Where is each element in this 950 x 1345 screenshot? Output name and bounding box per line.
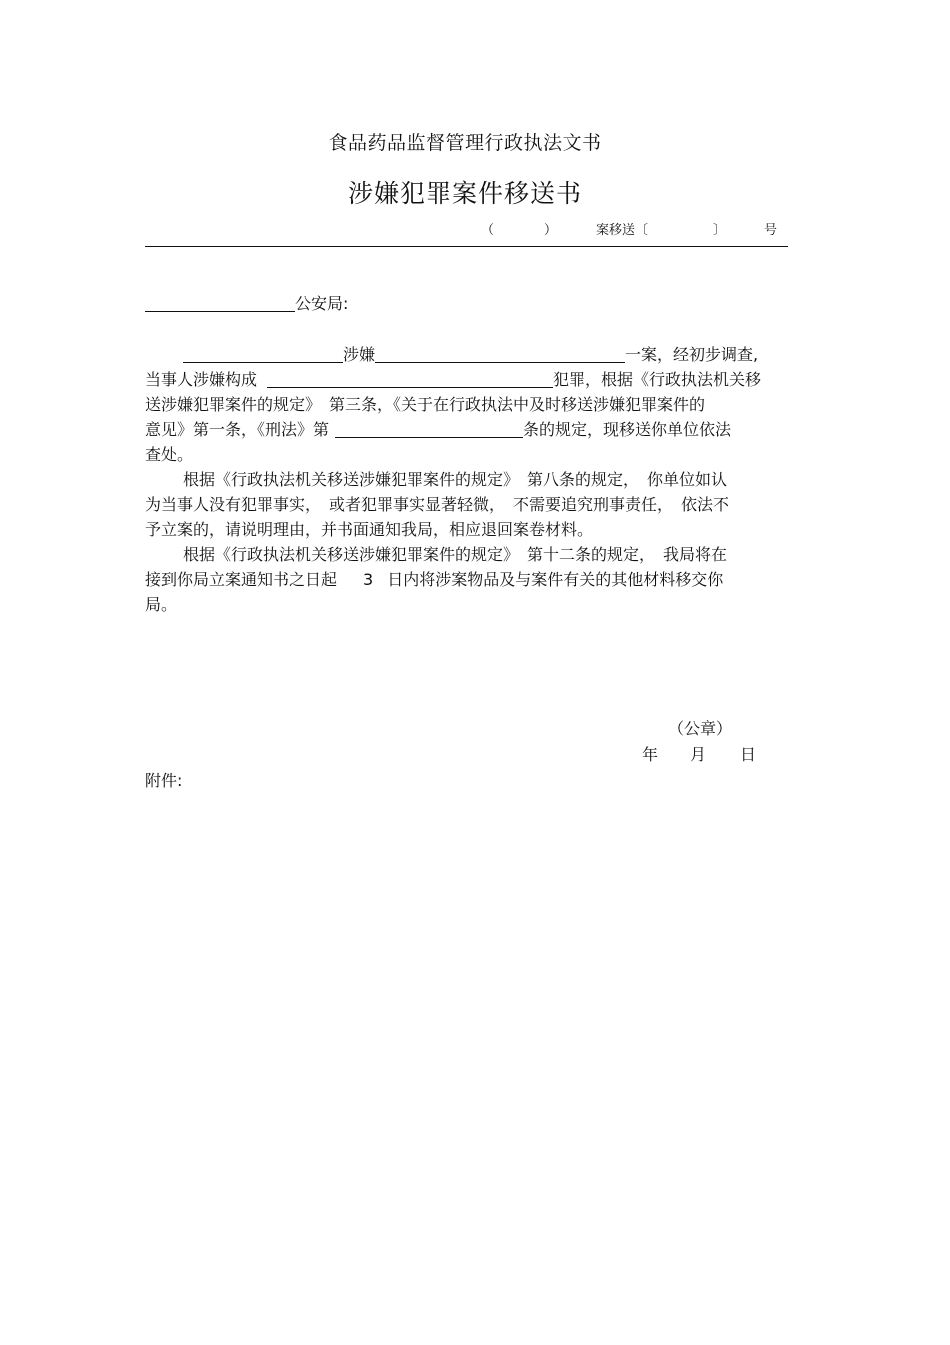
crime-blank[interactable] <box>267 370 553 388</box>
para2-line3: 予立案的，请说明理由，并书面通知我局，相应退回案卷材料。 <box>145 520 594 539</box>
crime-suffix: 犯罪，根据《行政执法机关移 <box>553 370 762 389</box>
docno-paren-open: （ <box>481 223 495 238</box>
law-article-blank[interactable] <box>335 420 523 438</box>
para2-line2: 为当事人没有犯罪事实， 或者犯罪事实显著轻微， 不需要追究刑事责任， 依法不 <box>145 495 730 514</box>
law-prefix: 意见》第一条，《刑法》第 <box>145 420 330 439</box>
law-suffix: 条的规定，现移送你单位依法 <box>523 420 732 439</box>
crime-prefix: 当事人涉嫌构成 <box>145 370 258 389</box>
docno-paren-close: ） <box>544 223 558 238</box>
addressee-line <box>145 291 348 316</box>
para1-line1 <box>183 342 758 367</box>
days-prefix: 接到你局立案通知书之日起 <box>145 570 338 589</box>
addressee-suffix: 公安局: <box>295 294 349 313</box>
para1-line3: 送涉嫌犯罪案件的规定》 第三条，《关于在行政执法中及时移送涉嫌犯罪案件的 <box>145 395 706 414</box>
party-name-blank[interactable] <box>183 345 343 363</box>
police-bureau-blank[interactable] <box>145 294 295 312</box>
para3-line3: 局。 <box>145 595 178 614</box>
docno-case-label: 案移送〔 <box>596 223 649 238</box>
para2-line1: 根据《行政执法机关移送涉嫌犯罪案件的规定》 第八条的规定， 你单位如认 <box>183 470 728 489</box>
para3-line1: 根据《行政执法机关移送涉嫌犯罪案件的规定》 第十二条的规定， 我局将在 <box>183 545 728 564</box>
days-value: 3 <box>363 570 374 589</box>
docno-bracket-close: 〕 <box>713 223 727 238</box>
org-title: 食品药品监督管理行政执法文书 <box>328 132 602 154</box>
document-title: 涉嫌犯罪案件移送书 <box>347 179 582 208</box>
docno-number-label: 号 <box>764 223 778 238</box>
header-rule <box>145 246 788 247</box>
case-suffix: 一案，经初步调查, <box>625 345 759 364</box>
sig-day: 日 <box>740 745 757 764</box>
suspect-label: 涉嫌 <box>343 345 376 364</box>
para1-line4 <box>145 417 731 442</box>
case-name-blank[interactable] <box>375 345 625 363</box>
seal-label: （公章） <box>668 719 733 738</box>
sig-month: 月 <box>690 745 707 764</box>
sig-year: 年 <box>642 745 659 764</box>
days-suffix: 日内将涉案物品及与案件有关的其他材料移交你 <box>387 570 724 589</box>
attachment-label: 附件: <box>145 771 183 790</box>
para1-line5: 查处。 <box>145 445 194 464</box>
para1-line2 <box>145 367 761 392</box>
para3-line2 <box>145 567 723 592</box>
